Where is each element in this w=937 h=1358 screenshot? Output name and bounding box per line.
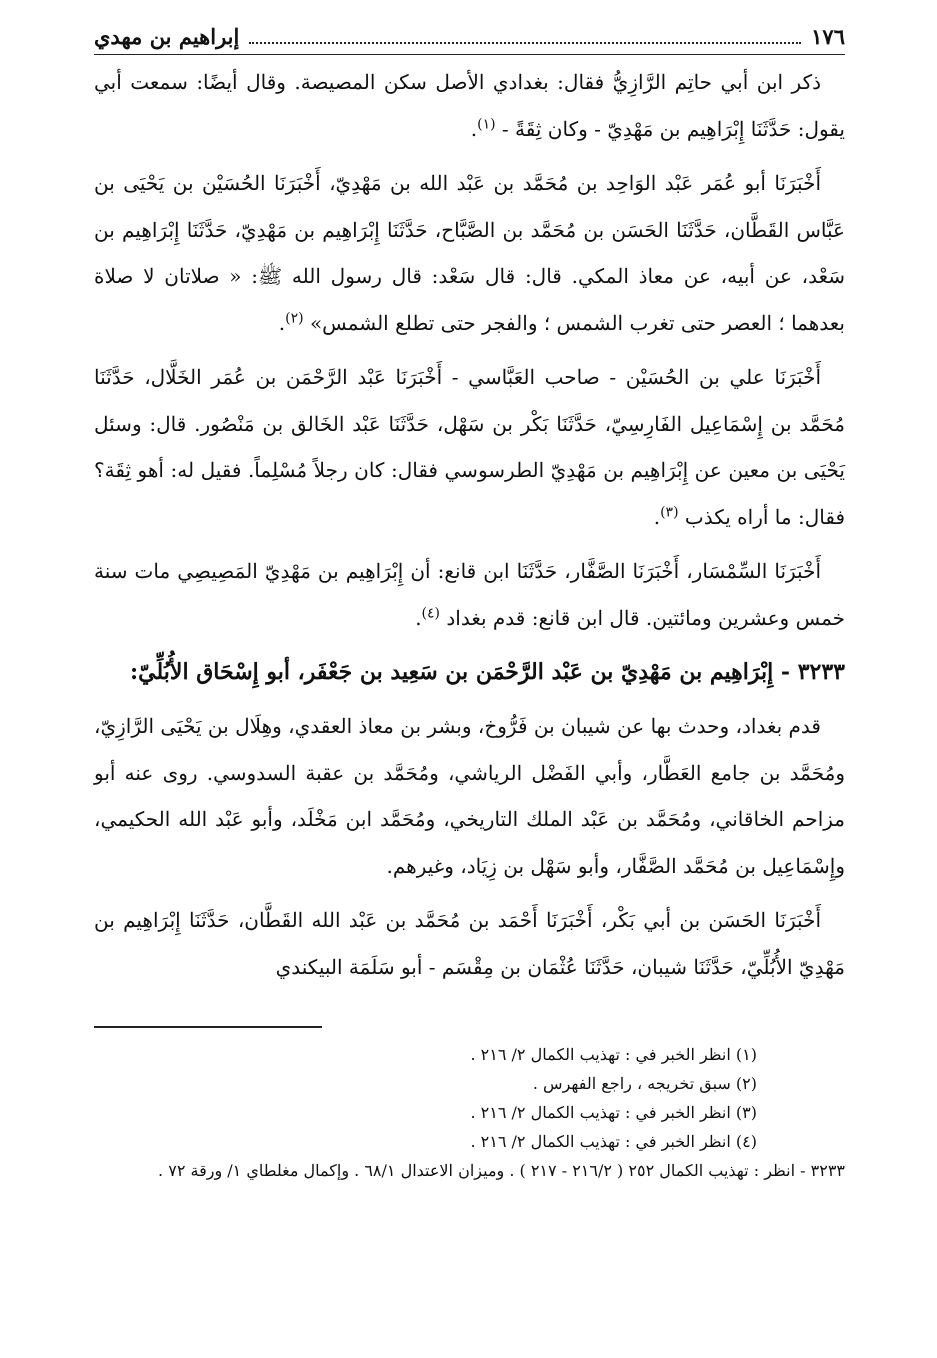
footnote-ref-3: (٣) xyxy=(660,503,679,520)
footnote-ref-2: (٢) xyxy=(285,309,304,326)
footnote-4: (٤) انظر الخبر في : تهذيب الكمال ٢/ ٢١٦ . xyxy=(470,1132,757,1151)
running-header xyxy=(94,22,845,55)
main-text xyxy=(94,59,845,990)
paragraph-6: أَخْبَرَنَا الحَسَن بن أبي بَكْر، أَخْبَرَنَا أَحْمَد بن مُحَمَّد بن عَبْد الله القَطَّان، حَدَّثَنَا إِبْرَاهِيم بن مَهْدِيّ الأُبُلِّيّ، حَدَّثَنَا شيبان، حَدَّثَنَا عُثْمَان بن مِقْسَم - أبو سَلَمَة البيكندي xyxy=(94,908,845,979)
paragraph-3-text: أَخْبَرَنَا علي بن الحُسَيْن - صاحب العَبَّاسي - أَخْبَرَنَا عَبْد الرَّحْمَن بن عُمَر الخَلَّال، حَدَّثَنَا مُحَمَّد بن إِسْمَاعِيل الفَارِسِيّ، حَدَّثَنَا بَكْر بن سَهْل، حَدَّثَنَا عَبْد الخَالق بن مَنْصُور. قال: وسئل يَحْيَى بن معين عن إِبْرَاهِيم بن مَهْدِيّ الطرسوسي فقال: كان رجلاً مُسْلِماً. فقيل له: أهو ثِقَة؟ فقال: ما أراه يكذب xyxy=(94,365,845,529)
paragraph-2: أَخْبَرَنَا أبو عُمَر عَبْد الوَاحِد بن مُحَمَّد بن عَبْد الله بن مَهْدِيّ، أَخْبَرَنَا الحُسَيْن بن يَحْيَى بن عَبَّاس القَطَّان، حَدَّثَنَا الحَسَن بن مُحَمَّد بن الصَّبَّاح، حَدَّثَنَا إِبْرَاهِيم بن مَهْدِيّ، حَدَّثَنَا إِبْرَاهِيم بن سَعْد، عن أبيه، عن معاذ المكي. قال: قال سَعْد: قال رسول الله ﷺ: « صلاتان لا صلاة بعدهما ؛ العصر حتى تغرب الشمس ؛ والفجر حتى تطلع الشمس» $^{(٢)}$. xyxy=(94,171,845,335)
footnote-2: (٢) سبق تخريجه ، راجع الفهرس . xyxy=(532,1074,757,1093)
paragraph-4-text: أَخْبَرَنَا السِّمْسَار، أَخْبَرَنَا الصَّفَّار، حَدَّثَنَا ابن قانع: أن إِبْرَاهِيم بن مَهْدِيّ المَصِيصِي مات سنة خمس وعشرين ومائتين. قال ابن قانع: قدم بغداد xyxy=(94,559,845,630)
footnote-1: (١) انظر الخبر في : تهذيب الكمال ٢/ ٢١٦ . xyxy=(470,1045,757,1064)
running-title: إبراهيم بن مهدي xyxy=(94,24,240,49)
entry-heading: ٣٢٣٣ - إِبْرَاهِيم بن مَهْدِيّ بن عَبْد الرَّحْمَن بن سَعِيد بن جَعْفَر، أبو إِسْحَاق الأُبُلِّيّ: xyxy=(130,659,845,685)
footnotes xyxy=(94,1040,845,1185)
paragraph-2-text: أَخْبَرَنَا أبو عُمَر عَبْد الوَاحِد بن مُحَمَّد بن عَبْد الله بن مَهْدِيّ، أَخْبَرَنَا الحُسَيْن بن يَحْيَى بن عَبَّاس القَطَّان، حَدَّثَنَا الحَسَن بن مُحَمَّد بن الصَّبَّاح، حَدَّثَنَا إِبْرَاهِيم بن مَهْدِيّ، حَدَّثَنَا إِبْرَاهِيم بن سَعْد، عن أبيه، عن معاذ المكي. قال: قال سَعْد: قال رسول الله ﷺ: « صلاتان لا صلاة بعدهما ؛ العصر حتى تغرب الشمس ؛ والفجر حتى تطلع الشمس» xyxy=(94,171,845,335)
footnote-3: (٣) انظر الخبر في : تهذيب الكمال ٢/ ٢١٦ . xyxy=(470,1103,757,1122)
paragraph-3: أَخْبَرَنَا علي بن الحُسَيْن - صاحب العَبَّاسي - أَخْبَرَنَا عَبْد الرَّحْمَن بن عُمَر الخَلَّال، حَدَّثَنَا مُحَمَّد بن إِسْمَاعِيل الفَارِسِيّ، حَدَّثَنَا بَكْر بن سَهْل، حَدَّثَنَا عَبْد الخَالق بن مَنْصُور. قال: وسئل يَحْيَى بن معين عن إِبْرَاهِيم بن مَهْدِيّ الطرسوسي فقال: كان رجلاً مُسْلِماً. فقيل له: أهو ثِقَة؟ فقال: ما أراه يكذب $^{(٣)}$. xyxy=(94,365,845,529)
footnote-entry-3233: ٣٢٣٣ - انظر : تهذيب الكمال ٢٥٢ ( ٢١٦/٢ - ٢١٧ ) . وميزان الاعتدال ٦٨/١ . وإكمال مغلطاي ١/ ورقة ٧٢ . xyxy=(158,1161,845,1180)
footnote-ref-4: (٤) xyxy=(421,604,441,621)
paragraph-4: أَخْبَرَنَا السِّمْسَار، أَخْبَرَنَا الصَّفَّار، حَدَّثَنَا ابن قانع: أن إِبْرَاهِيم بن مَهْدِيّ المَصِيصِي مات سنة خمس وعشرين ومائتين. قال ابن قانع: قدم بغداد $^{(٤)}$. xyxy=(94,559,845,630)
paragraph-5: قدم بغداد، وحدث بها عن شيبان بن فَرُّوخ، وبشر بن معاذ العقدي، وهِلَال بن يَحْيَى الرَّازِيّ، ومُحَمَّد بن جامع العَطَّار، وأبي الفَضْل الرياشي، ومُحَمَّد بن عقبة السدوسي. روى عنه أبو مزاحم الخاقاني، ومُحَمَّد بن عَبْد الملك التاريخي، ومُحَمَّد ابن مَخْلَد، وأبو عَبْد الله الحكيمي، وإِسْمَاعِيل بن مُحَمَّد الصَّفَّار، وأبو سَهْل بن زِيَاد، وغيرهم. xyxy=(94,714,845,878)
footnote-separator xyxy=(94,1026,322,1028)
paragraph-1: ذكر ابن أبي حاتِم الرَّازِيُّ فقال: بغدادي الأصل سكن المصيصة. وقال أيضًا: سمعت أبي يقول: حَدَّثَنَا إِبْرَاهِيم بن مَهْدِيّ - وكان ثِقَةً - $^{(١)}$. xyxy=(94,70,845,141)
page-number: ١٧٦ xyxy=(811,24,845,49)
header-dotted-leader xyxy=(249,42,801,44)
footnote-ref-1: (١) xyxy=(477,115,496,132)
paragraph-1-text: ذكر ابن أبي حاتِم الرَّازِيُّ فقال: بغدادي الأصل سكن المصيصة. وقال أيضًا: سمعت أبي يقول: حَدَّثَنَا إِبْرَاهِيم بن مَهْدِيّ - وكان ثِقَةً - xyxy=(94,70,845,141)
